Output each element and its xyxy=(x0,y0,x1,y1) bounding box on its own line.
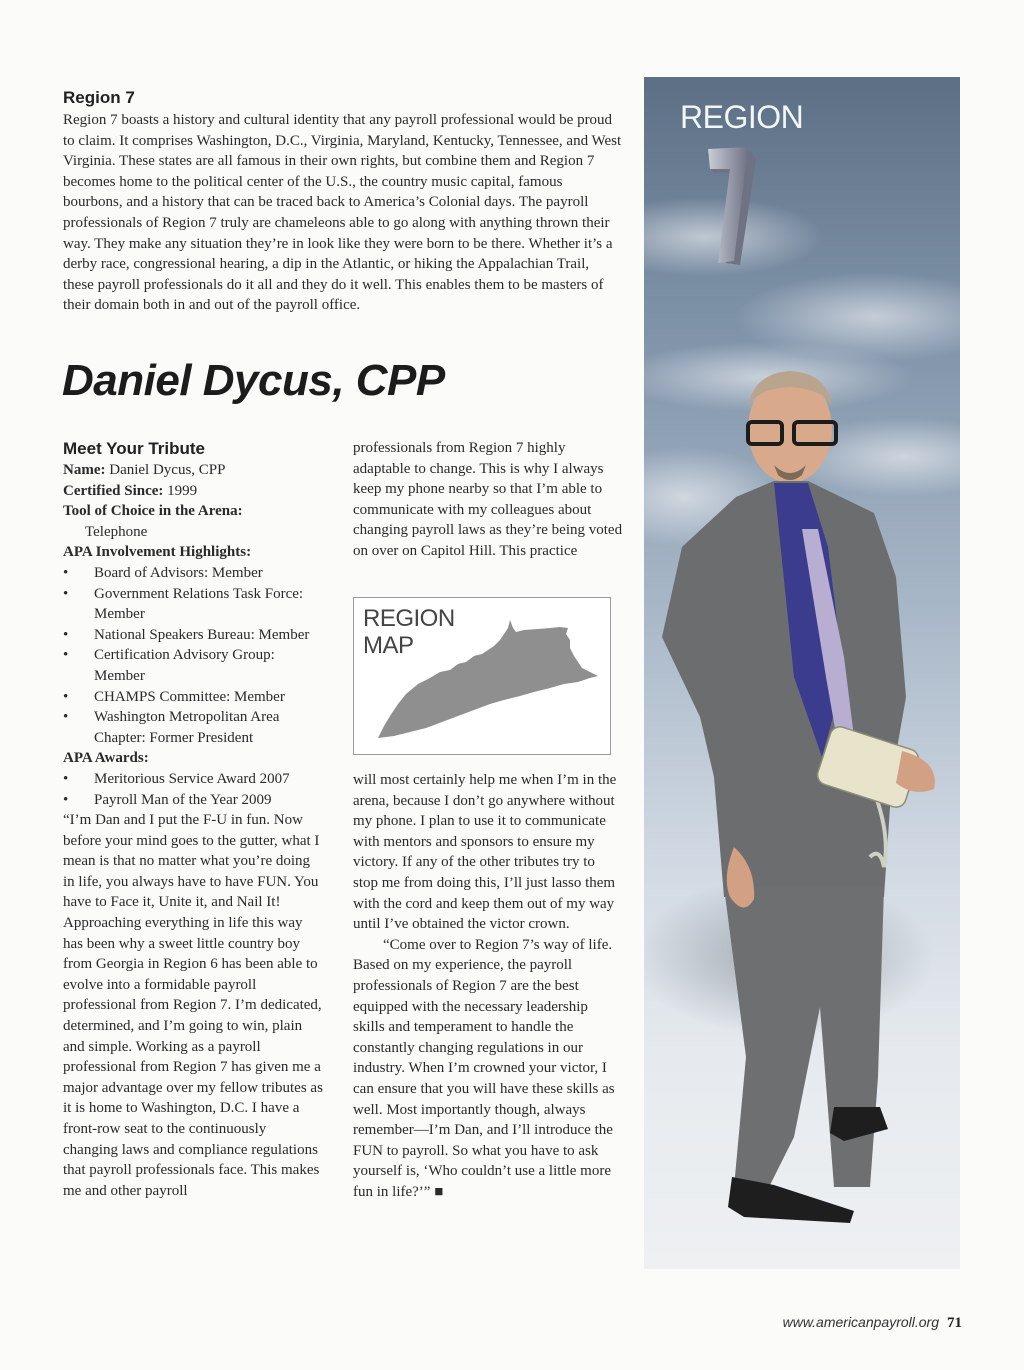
right-hand xyxy=(896,751,935,792)
page-number: 71 xyxy=(947,1315,962,1331)
left-column xyxy=(63,438,325,1201)
name-label: Name: xyxy=(63,462,106,478)
region-intro-paragraph: Region 7 boasts a history and cultural identity that any payroll professional would be proud to claim. It comprises Washington, D.C., Virginia, Maryland, Kentucky, Tennessee, and West Virginia. These states are all famous in their own rights, but combine them and Region 7 becomes home to the political center of the U.S., the country music capital, famous bourbons, and a history that can be traced back to America’s Colonial days. The payroll professionals of Region 7 truly are chameleons able to go along with anything thrown their way. They make any situation they’re in look like they were born to be there. Whether it’s a derby race, congressional hearing, a dip in the Atlantic, or hiking the Appalachian Trail, these payroll professionals do it all and they do it well. This enables them to be masters of their domain both in and out of the payroll office. xyxy=(63,112,622,314)
region-7-states-shape xyxy=(378,620,598,738)
photo-illustration xyxy=(644,77,960,1269)
list-item: • National Speakers Bureau: Member xyxy=(63,625,325,646)
certified-field xyxy=(63,481,325,502)
list-item: • Meritorious Service Award 2007 xyxy=(63,769,325,790)
quote-final-paragraph: “Come over to Region 7’s way of life. Based on my experience, the payroll professionals of Region 7 are the best equipped with the necessary leadership skills and temperament to handle the constantly changing regulations in our industry. When I’m crowned your victor, I can ensure that you will have these skills as well. Most importantly though, always remember—I’m Dan, and I’ll introduce the FUN to payroll. So what you have to ask yourself is, ‘Who couldn’t use a little more fun in life?’” ■ xyxy=(353,936,615,1200)
tool-label: Tool of Choice in the Arena: xyxy=(63,503,243,520)
tribute-name-title: Daniel Dycus, CPP xyxy=(62,356,445,405)
certified-value: 1999 xyxy=(167,482,198,499)
middle-column-top xyxy=(353,438,623,562)
tool-value: Telephone xyxy=(85,523,148,540)
involvement-field xyxy=(63,542,325,563)
involvement-label: APA Involvement Highlights: xyxy=(63,544,252,561)
name-value: Daniel Dycus, CPP xyxy=(109,462,226,478)
list-item: • Board of Advisors: Member xyxy=(63,563,325,584)
region-map-title-line1: REGION xyxy=(363,605,455,632)
awards-label: APA Awards: xyxy=(63,750,149,767)
involvement-list xyxy=(63,563,325,748)
tool-field xyxy=(63,501,325,522)
list-item: • CHAMPS Committee: Member xyxy=(63,687,325,708)
awards-field xyxy=(63,748,325,769)
list-item: • Government Relations Task Force: Member xyxy=(63,584,325,625)
shoe-right xyxy=(830,1107,888,1141)
certified-label: Certified Since: xyxy=(63,482,164,499)
quote-middle-bottom-paragraph: will most certainly help me when I’m in the arena, because I don’t go anywhere without my phone. I plan to use it to communicate with mentors and sponsors to ensure my victory. If any of the other tributes try to stop me from doing this, I’ll just lasso them with the cord and keep them out of my way until I’ve obtained the victor crown. xyxy=(353,772,617,933)
page-footer xyxy=(783,1314,962,1332)
footer-url: www.americanpayroll.org xyxy=(782,1314,939,1330)
region-heading: Region 7 xyxy=(63,88,135,107)
region-map-shape xyxy=(354,598,612,756)
list-item: • Payroll Man of the Year 2009 xyxy=(63,790,325,811)
tribute-photo xyxy=(644,77,960,1269)
name-field xyxy=(63,460,325,481)
quote-middle-top-paragraph: professionals from Region 7 highly adaptable to change. This is why I always keep my phone nearby so that I’m able to communicate with my colleagues about changing payroll laws as they’re being voted on over on Capitol Hill. This practice xyxy=(353,440,623,559)
awards-list xyxy=(63,769,325,810)
list-item: • Certification Advisory Group: Member xyxy=(63,645,325,686)
photo-region-label: REGION xyxy=(680,99,804,135)
meet-your-tribute-heading: Meet Your Tribute xyxy=(63,439,206,458)
region-map-title-line2: MAP xyxy=(363,632,414,659)
middle-column-bottom xyxy=(353,770,623,1202)
region-map-box xyxy=(353,597,611,755)
trousers xyxy=(724,887,884,1197)
quote-left-paragraph: “I’m Dan and I put the F-U in fun. Now before your mind goes to the gutter, what I mean is that no matter what you’re doing in life, you always have to have FUN. You have to Face it, Unite it, and Nail It! Approaching everything in life this way has been why a sweet little country boy from Georgia in Region 6 has been able to evolve into a formidable payroll professional from Region 7. I’m dedicated, determined, and I’m going to win, plain and simple. Working as a payroll professional from Region 7 has given me a major advantage over my fellow tributes as it is home to Washington, D.C. I have a front-row seat to the continuously changing laws and compliance regulations that payroll professionals face. This makes me and other payroll xyxy=(63,812,323,1199)
list-item: • Washington Metropolitan Area Chapter: Former President xyxy=(63,707,325,748)
